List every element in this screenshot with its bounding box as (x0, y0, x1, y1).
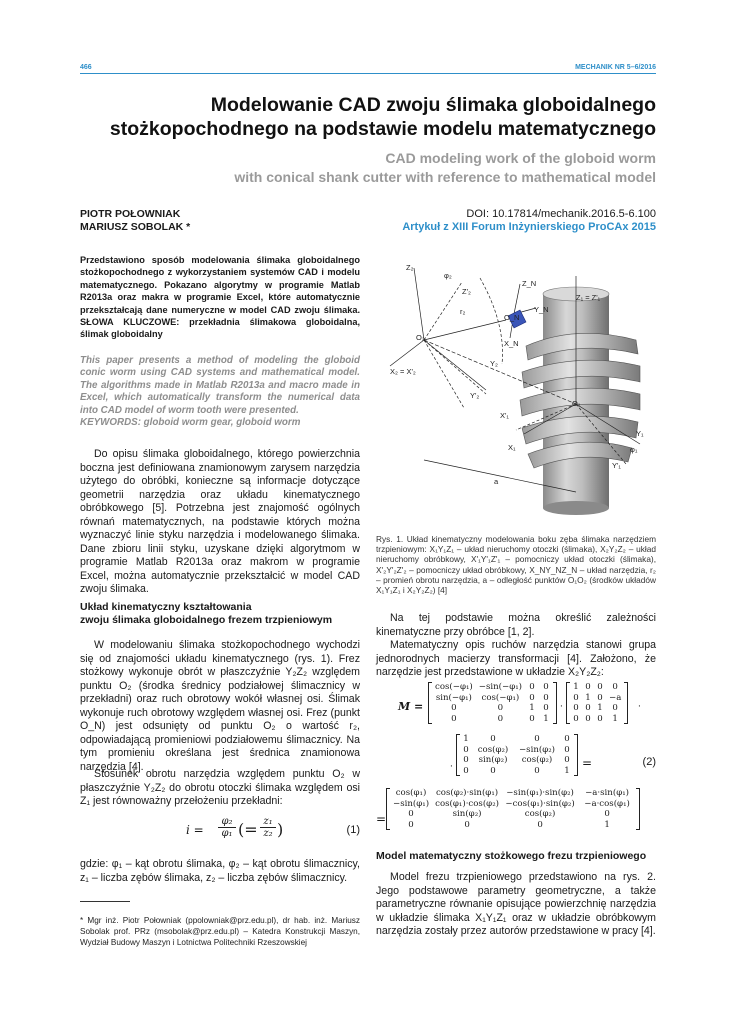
matrix-cell: 0 (597, 713, 603, 724)
figure-1 (376, 254, 656, 522)
keywords-en: KEYWORDS: globoid worm gear, globoid worm (80, 417, 301, 429)
author-2: MARIUSZ SOBOLAK * (80, 221, 191, 233)
matrix-cell: 0 (573, 692, 579, 703)
doi-block (402, 208, 656, 234)
matrix-cell: −sin(φ₁)·sin(φ₂) (506, 788, 574, 798)
abstract-pl-text: Przedstawiono sposób modelowania ślimaka globoidalnego stożkopochodnego z wykorzystaniem systemów CAD i modelu matematycznego. Pokazano algorytmy w programie Matlab R2013a oraz makra w programie Excel, które automatycznie przekształcają dane numeryczne w model CAD zwoju ślimaka. (80, 255, 360, 315)
eq1-num1: φ₂ (221, 816, 233, 827)
label-o1: O₁ (572, 399, 581, 408)
eq1-num2: z₁ (263, 816, 273, 827)
matrix-cell: 1 (564, 765, 570, 776)
label-y2p: Y'₂ (470, 391, 480, 400)
equation-1 (186, 816, 360, 848)
eq1-paren-open: (= (238, 820, 258, 839)
label-x1: X₁ (508, 443, 516, 452)
header-rule (80, 73, 656, 74)
matrix-cell: 0 (543, 692, 549, 703)
matrix-cell: 0 (612, 703, 618, 713)
matrix-cell: cos(−φ₁) (481, 692, 520, 703)
matrix-cell: 0 (537, 819, 543, 830)
eq1-lhs: i = (186, 823, 204, 837)
matrix-cell: 0 (464, 819, 470, 830)
matrix-cell: −cos(φ₁)·sin(φ₂) (505, 798, 575, 809)
label-phi2: φ₂ (444, 271, 452, 280)
matrix-cell: −a·cos(φ₁) (584, 798, 630, 809)
title-pl-1: Modelowanie CAD zwoju ślimaka globoidalnego (210, 94, 656, 116)
matrix-cell: 0 (612, 682, 618, 692)
matrix-bracket-right (574, 734, 578, 776)
matrix-cell: 0 (529, 682, 535, 692)
eq2-number: (2) (642, 756, 656, 768)
paragraph-5: Na tej podstawie można określić zależności kinematyczne przy obróbce [1, 2]. (376, 612, 656, 638)
matrix-cell: cos(φ₂) (521, 755, 553, 765)
matrix-cell: cos(φ₂) (524, 809, 556, 819)
matrix-cell: 1 (573, 682, 579, 692)
label-y1p: Y'₁ (612, 461, 621, 470)
footnote: * Mgr inż. Piotr Połowniak (ppolowniak@prz.edu.pl), dr hab. inż. Mariusz Sobolak prof. PRz (msobolak@prz.edu.pl) – Katedra Konstrukcji Maszyn, Wydział Budowy Maszyn i Lotnictwa Politechniki Rzeszowskiej (80, 916, 360, 947)
matrix-cell: cos(φ₂) (477, 744, 509, 755)
title-en-2: with conical shank cutter with reference to mathematical model (234, 169, 656, 185)
label-on: O_N (504, 313, 520, 322)
matrix-bracket-right (553, 682, 557, 724)
matrix-cell: cos(φ₂)·sin(φ₁) (435, 788, 499, 798)
matrix-cell: 0 (497, 713, 504, 724)
eq1-fraction-2 (260, 816, 276, 839)
matrix-cell: cos(φ₁)·cos(φ₂) (435, 798, 499, 809)
title-pl-2: stożkopochodnego na podstawie modelu matematycznego (109, 118, 656, 140)
dot-operator-3: · (450, 762, 453, 772)
label-x2: X₂ = X'₂ (390, 367, 416, 376)
paragraph-3: Stosunek obrotu narzędzia względem punktu O₂ w płaszczyźnie Y₂Z₂ do obrotu otoczki ślimaka względem osi Z₁ jest równoważny przełożeniu przekładni: (80, 768, 360, 807)
matrix-cell: 0 (604, 809, 610, 819)
equals-sign-2: = (376, 812, 387, 826)
matrix-cell: 0 (585, 703, 591, 713)
matrix-cell: 0 (573, 713, 579, 724)
section-heading-1 (80, 601, 360, 627)
matrix-cell: −a·sin(φ₁) (585, 788, 630, 798)
paragraph-2: W modelowaniu ślimaka stożkopochodnego wychodzi się od znajomości układu kinematycznego (rys. 1). Frez stożkowy wykonuje obrót w płaszczyźnie Y₂Z₂ względem punktu O₂ (środka średnicy podziałowej ślimacznicy w przekładni) oraz ruch obrotowy wokół własnej osi. Ślimak wykonuje ruch obrotowy względem własnej osi. Frez (punkt O_N) jest odsunięty od punktu O₂ o wartość r₂, odpowiadającą promieniowi podziałowemu ślimacznicy. Na tym promieniu określana jest średnica znamionowa narzędzia [4]. (80, 639, 360, 773)
matrix-cell: 0 (597, 682, 603, 692)
label-r2: r₂ (460, 307, 466, 316)
matrix-cell: 0 (451, 713, 457, 724)
matrix-cell: sin(−φ₁) (435, 692, 472, 703)
section-heading-1-line2: zwoju ślimaka globoidalnego frezem trzpieniowym (80, 614, 333, 626)
matrix-cell: 0 (534, 765, 540, 776)
matrix-bracket-right (624, 682, 628, 724)
matrix-cell: 0 (463, 755, 469, 765)
paragraph-7: Model frezu trzpieniowego przedstawiono na rys. 2. Jego podstawowe parametry geometryczne, a także parametryczne równanie opisujące powierzchnię narzędzia w układzie ślimaka X₁Y₁Z₁ oraz w układzie obróbkowym narzędzia zostały przez autorów przedstawione w pracy [4]. (376, 871, 656, 937)
label-phi1: φ₁ (630, 445, 638, 454)
matrix-cell: 0 (543, 703, 549, 713)
dot-operator-2: · (638, 702, 641, 712)
journal-name: MECHANIK NR 5–6/2016 (575, 64, 656, 71)
label-yn: Y_N (534, 305, 549, 314)
matrix-cell: 0 (529, 692, 535, 703)
authors (80, 208, 190, 234)
paragraph-4: gdzie: φ₁ – kąt obrotu ślimaka, φ₂ – kąt obrotu ślimacznicy, z₁ – liczba zębów ślimaka, z₂ – liczba zębów ślimacznicy. (80, 858, 360, 884)
eq1-paren-close: ) (277, 820, 284, 839)
label-y1: Y₁ (636, 429, 644, 438)
matrix-cell: sin(φ₂) (452, 809, 482, 819)
eq1-den1: φ₁ (218, 827, 236, 839)
matrix-cell: 0 (408, 809, 414, 819)
equals-sign-1: = (582, 756, 593, 770)
matrix-cell: 0 (543, 682, 549, 692)
matrix-cell: 0 (451, 703, 457, 713)
label-y2: Y₂ (490, 359, 498, 368)
matrix-cell: 1 (604, 819, 610, 830)
matrix-cell: 0 (585, 713, 591, 724)
matrix-cell: −sin(φ₂) (518, 744, 556, 755)
eq1-den2: z₂ (260, 827, 276, 839)
dot-operator-1: · (560, 702, 563, 712)
matrix-cell: 0 (564, 755, 570, 765)
figure-caption: Rys. 1. Układ kinematyczny modelowania boku zęba ślimaka narzędziem trzpieniowym: X₁Y₁Z₁ – układ nieruchomy otoczki (ślimaka), X₂Y₂Z₂ – układ nieruchomy obróbkowy, X'₁Y'₁Z'₁ – pomocniczy układ otoczki (ślimaka), X'₂Y'₂Z'₂ – pomocniczy układ obróbkowy, X_NY_NZ_N – układ narzędzia, r₂ – promień obrotu narzędzia, a – odległość punktów O₁O₂ (środków układów X₁Y₁Z₁ i X₂Y₂Z₂) [4] (376, 534, 656, 596)
label-o2: O₂ (416, 333, 425, 342)
matrix-cell: 0 (529, 713, 535, 724)
matrix-rotation-z (428, 682, 557, 724)
matrix-cell: 0 (490, 765, 496, 776)
author-1: PIOTR POŁOWNIAK (80, 208, 181, 220)
paragraph-1: Do opisu ślimaka globoidalnego, którego powierzchnia boczna jest definiowana znamionowym zarysem narzędzia użytego do obróbki, konieczne są informacje dotyczące geometrii narzędzia oraz układu kinematycznego obróbkowego [5]. Potrzebna jest znajomość ogólnych równań matematycznych, na podstawie których można wyznaczyć linie styku narzędzia i modelowanego ślimaka. Dane zbioru linii styku, uzyskane dzięki algorytmom w programie Matlab R2013a oraz makrom w programie Excel, można automatycznie przekształcić w model CAD zwoju ślimaka. (80, 448, 360, 595)
footnote-rule (80, 901, 130, 902)
matrix-rotation-x (456, 734, 578, 776)
matrix-translation (566, 682, 628, 724)
matrix-cell: 0 (408, 819, 414, 830)
matrix-cell: 0 (564, 734, 570, 744)
label-z1: Z₁ = Z'₁ (576, 293, 601, 302)
matrix-cell: −sin(φ₁) (393, 798, 430, 809)
matrix-cell: 1 (597, 703, 603, 713)
matrix-result (386, 788, 640, 830)
matrix-cell: 1 (529, 703, 535, 713)
matrix-cell: 1 (463, 734, 469, 744)
abstract-en-text: This paper presents a method of modeling the globoid conic worm using CAD systems and mathematical model. The algorithms made in Matlab R2013a and macro made in Excel, which automatically transform the numerical data into CAD model of worm tooth were presented. (80, 355, 360, 416)
matrix-m-label: M = (398, 700, 424, 713)
matrix-cell: 1 (612, 713, 618, 724)
matrix-cell: 0 (497, 703, 504, 713)
page-number: 466 (80, 64, 92, 71)
matrix-cell: 1 (585, 692, 591, 703)
forum-note: Artykuł z XIII Forum Inżynierskiego ProCAx 2015 (402, 221, 656, 233)
abstract-pl (80, 254, 360, 341)
matrix-cell: 0 (490, 734, 496, 744)
paragraph-6: Matematyczny opis ruchów narzędzia stanowi grupa jednorodnych macierzy transformacji [4]. Założono, że narzędzie jest przedstawione w układzie X₂Y₂Z₂: (376, 639, 656, 678)
label-xn: X_N (504, 339, 519, 348)
abstract-en (80, 355, 360, 429)
matrix-cell: 0 (463, 744, 469, 755)
equation-2 (376, 680, 656, 840)
matrix-cell: −a (609, 692, 622, 703)
matrix-cell: 0 (573, 703, 579, 713)
eq1-fraction-1 (218, 816, 236, 839)
matrix-cell: cos(−φ₁) (435, 682, 473, 692)
title-en-1: CAD modeling work of the globoid worm (385, 150, 656, 166)
matrix-cell: 0 (585, 682, 591, 692)
label-zn: Z_N (522, 279, 537, 288)
matrix-cell: 0 (597, 692, 603, 703)
matrix-bracket-right (636, 788, 640, 830)
label-z2: Z₂ (406, 263, 414, 272)
label-z2p: Z'₂ (462, 287, 471, 296)
matrix-cell: 1 (543, 713, 549, 724)
section-heading-1-line1: Układ kinematyczny kształtowania (80, 601, 252, 613)
doi: DOI: 10.17814/mechanik.2016.5-6.100 (466, 208, 656, 220)
matrix-cell: 0 (463, 765, 469, 776)
keywords-pl: SŁOWA KLUCZOWE: przekładnia ślimakowa globoidalna, ślimak globoidalny (80, 317, 360, 340)
label-x1p: X'₁ (500, 411, 509, 420)
section-heading-2: Model matematyczny stożkowego frezu trzpieniowego (376, 850, 647, 862)
eq1-number: (1) (346, 824, 360, 836)
label-a: a (494, 477, 499, 486)
matrix-cell: sin(φ₂) (478, 755, 508, 765)
matrix-cell: −sin(−φ₁) (478, 682, 523, 692)
matrix-cell: 0 (534, 734, 540, 744)
matrix-cell: cos(φ₁) (395, 788, 427, 798)
matrix-cell: 0 (564, 744, 570, 755)
